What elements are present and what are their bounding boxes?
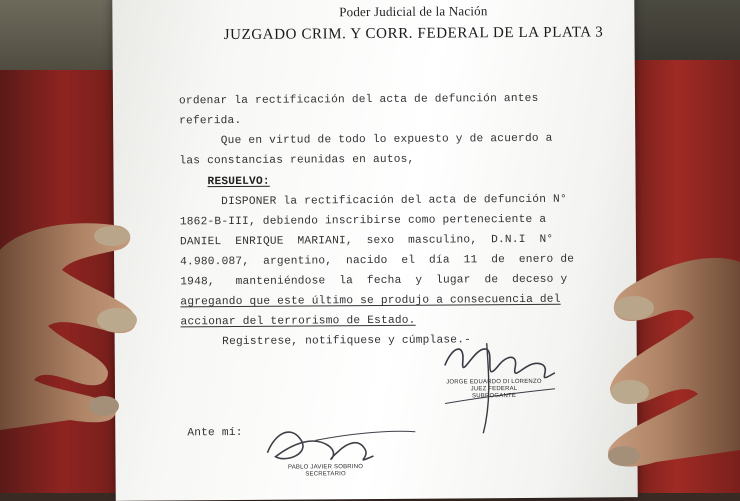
resuelvo-heading: RESUELVO: — [207, 175, 270, 189]
body-line-4: las constancias reunidas en autos, — [179, 153, 415, 168]
nail-right-2 — [611, 380, 649, 404]
nail-right-1 — [614, 296, 654, 320]
nail-left-2 — [97, 308, 137, 332]
body-line-3: Que en virtud de todo lo expuesto y de acuerdo a — [179, 132, 553, 148]
nail-left-1 — [94, 226, 130, 246]
nail-right-3 — [608, 446, 640, 466]
judge-stamp-title: JUEZ FEDERAL — [470, 386, 518, 393]
body-line-8: DANIEL ENRIQUE MARIANI, sexo masculino, D.N.I N° — [179, 233, 554, 249]
judge-stamp-name: JORGE EDUARDO DI LORENZO — [446, 378, 542, 386]
body-line-10: 1948, manteniéndose la fecha y lugar de deceso y — [180, 273, 568, 289]
body-line-2: referida. — [179, 114, 242, 128]
header-institution: Poder Judicial de la Nación — [339, 3, 488, 20]
body-line-6: DISPONER la rectificación del acta de defunción N° — [179, 193, 567, 209]
body-line-11: agregando que este último se produjo a consecuencia del — [180, 293, 561, 309]
body-line-12: accionar del terrorismo de Estado. — [180, 314, 416, 329]
left-hand — [0, 223, 137, 430]
nail-left-3 — [89, 396, 119, 416]
secretary-stamp-name: PABLO JAVIER SOBRINO — [287, 464, 364, 471]
body-line-1: ordenar la rectificación del acta de defunción antes — [178, 92, 539, 108]
ante-mi-label: Ante mí: — [187, 426, 243, 440]
secretary-stamp-title: SECRETARIO — [305, 471, 346, 478]
body-line-13: Registrese, notifiquese y cúmplase.- — [180, 334, 472, 349]
header-court: JUZGADO CRIM. Y CORR. FEDERAL DE LA PLATA 3 — [223, 24, 604, 44]
right-hand — [608, 258, 740, 467]
body-line-9: 4.980.087, argentino, nacido el día 11 de enero de — [180, 253, 575, 269]
judge-stamp-role: SUBROGANTE — [472, 393, 517, 400]
body-line-7: 1862-B-III, debiendo inscribirse como perteneciente a — [179, 213, 547, 229]
